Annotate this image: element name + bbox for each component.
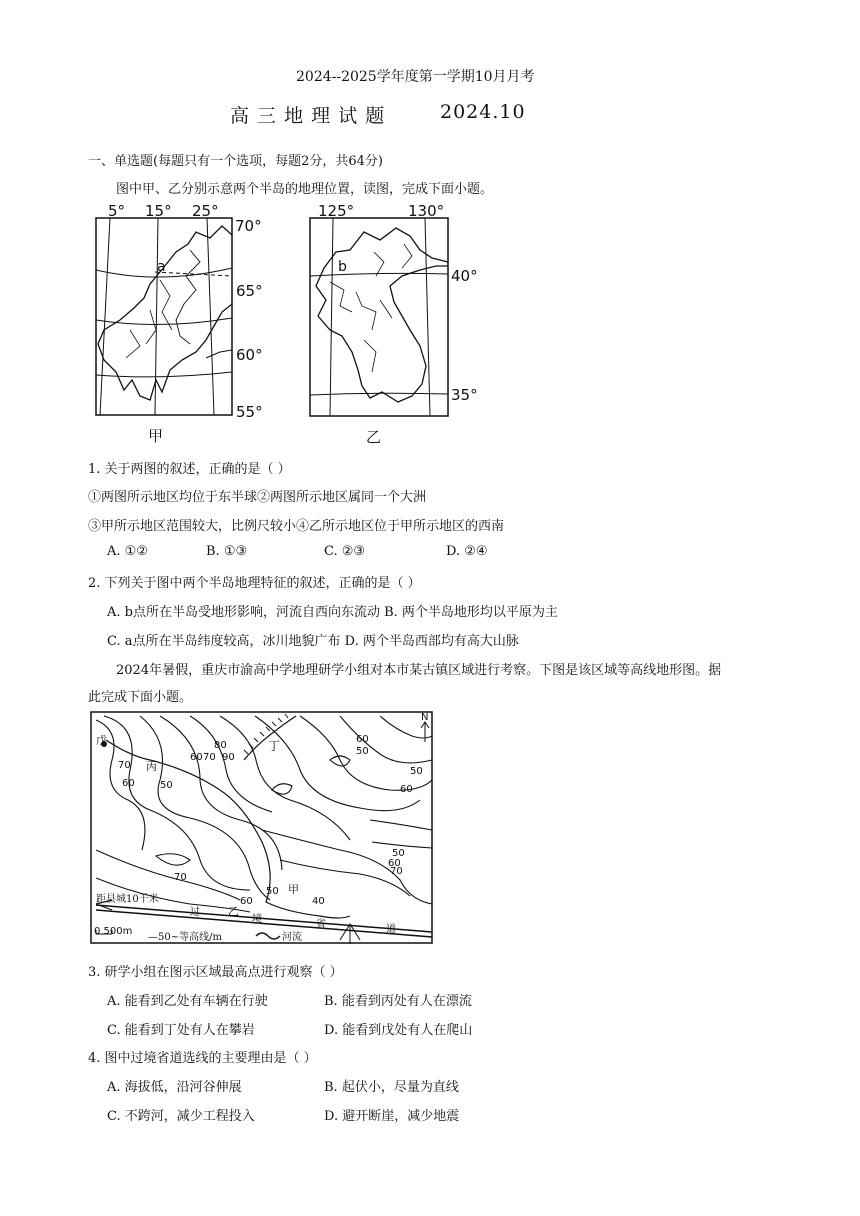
q3-stem: 3. 研学小组在图示区域最高点进行观察（ ） — [88, 965, 343, 980]
place-wu: 戊 — [96, 734, 107, 747]
q1-option-a: A. ①② — [107, 544, 148, 559]
contour-label: 90 — [222, 752, 235, 763]
q4-option-c: C. 不跨河，减少工程投入 — [107, 1109, 255, 1124]
lon-label-15: 15° — [145, 202, 172, 220]
contour-label: 60 — [122, 778, 135, 789]
lon-label-25: 25° — [192, 202, 219, 220]
lat-label-60: 60° — [236, 346, 263, 364]
road-distance-label: 距县城10千米 — [96, 894, 159, 905]
lon-label-125: 125° — [318, 202, 355, 220]
contour-label: 40 — [312, 896, 325, 907]
q1-option-c: C. ②③ — [324, 544, 366, 559]
contour-label: 70 — [174, 872, 187, 883]
legend-river: 河流 — [282, 932, 302, 943]
place-bing: 丙 — [146, 760, 157, 773]
section-heading: 一、单选题(每题只有一个选项，每题2分，共64分) — [88, 154, 383, 169]
contour-label: 50 — [392, 848, 405, 859]
q3-option-b: B. 能看到丙处有人在漂流 — [324, 994, 472, 1009]
contour-label: 60 — [400, 784, 413, 795]
road-label-guo: 过 — [190, 907, 200, 918]
map-jia-caption: 甲 — [148, 427, 164, 445]
lon-label-5: 5° — [108, 202, 126, 220]
legend-contour: —50~等高线/m — [148, 932, 222, 943]
place-ding: 丁 — [268, 739, 281, 753]
q1-statement-line1: ①两图所示地区均位于东半球②两图所示地区属同一个大洲 — [88, 490, 427, 505]
q1-statement-line2: ③甲所示地区范围较大，比例尺较小④乙所示地区位于甲所示地区的西南 — [88, 519, 505, 534]
q1-option-d: D. ②④ — [446, 544, 488, 559]
q2-options-cd: C. a点所在半岛纬度较高，冰川地貌广布 D. 两个半岛西部均有高大山脉 — [107, 634, 519, 649]
contour-label: 60 — [240, 896, 253, 907]
passage2-line1: 2024年暑假，重庆市渝高中学地理研学小组对本市某古镇区域进行考察。下图是该区域等高线地形图。据 — [116, 663, 722, 678]
legend-scale: 0 500m — [94, 926, 133, 937]
lat-label-40: 40° — [451, 267, 478, 285]
contour-label: 50 — [356, 746, 369, 757]
contour-label: 60 — [356, 734, 369, 745]
q3-option-c: C. 能看到丁处有人在攀岩 — [107, 1023, 255, 1038]
q4-option-a: A. 海拔低，沿河谷伸展 — [107, 1080, 242, 1095]
q4-stem: 4. 图中过境省道选线的主要理由是（ ） — [88, 1051, 317, 1066]
contour-label: 80 — [214, 740, 227, 751]
road-label-sheng: 省 — [316, 919, 326, 930]
road-label-dao: 道 — [386, 924, 396, 935]
contour-label: 50 — [266, 886, 279, 897]
point-b: b — [338, 259, 347, 275]
contour-label: 60 — [388, 858, 401, 869]
passage2-line2: 此完成下面小题。 — [88, 690, 193, 705]
point-a: a — [157, 259, 166, 275]
lat-label-70: 70° — [235, 217, 262, 235]
place-yi: 乙 — [228, 905, 239, 918]
contour-label: 50 — [410, 766, 423, 777]
q3-option-a: A. 能看到乙处有车辆在行驶 — [107, 994, 268, 1009]
place-jia: 甲 — [288, 883, 299, 896]
q2-stem: 2. 下列关于图中两个半岛地理特征的叙述，正确的是（ ） — [88, 576, 421, 591]
north-label: N — [421, 712, 429, 723]
contour-label: 50 — [160, 780, 173, 791]
q4-option-b: B. 起伏小，尽量为直线 — [324, 1080, 459, 1095]
exam-header: 2024--2025学年度第一学期10月月考 — [296, 69, 535, 85]
road-label-jing: 境 — [252, 914, 262, 925]
section-intro: 图中甲、乙分别示意两个半岛的地理位置，读图，完成下面小题。 — [116, 182, 494, 197]
q3-option-d: D. 能看到戊处有人在爬山 — [324, 1023, 473, 1038]
contour-label: 70 — [203, 752, 216, 763]
q1-stem: 1. 关于两图的叙述，正确的是（ ） — [88, 462, 291, 477]
paper-title: 高 三 地 理 试 题 — [230, 105, 386, 127]
map-yi-caption: 乙 — [366, 428, 382, 446]
contour-label: 60 — [190, 752, 203, 763]
q1-option-b: B. ①③ — [206, 544, 248, 559]
lon-label-130: 130° — [408, 202, 445, 220]
lat-label-55: 55° — [236, 403, 263, 421]
lat-label-65: 65° — [236, 282, 263, 300]
paper-date: 2024.10 — [440, 101, 526, 123]
contour-label: 70 — [390, 866, 403, 877]
contour-label: 70 — [118, 760, 131, 771]
lat-label-35: 35° — [451, 386, 478, 404]
q2-options-ab: A. b点所在半岛受地形影响，河流自西向东流动 B. 两个半岛地形均以平原为主 — [107, 605, 558, 620]
q4-option-d: D. 避开断崖，减少地震 — [324, 1109, 460, 1124]
